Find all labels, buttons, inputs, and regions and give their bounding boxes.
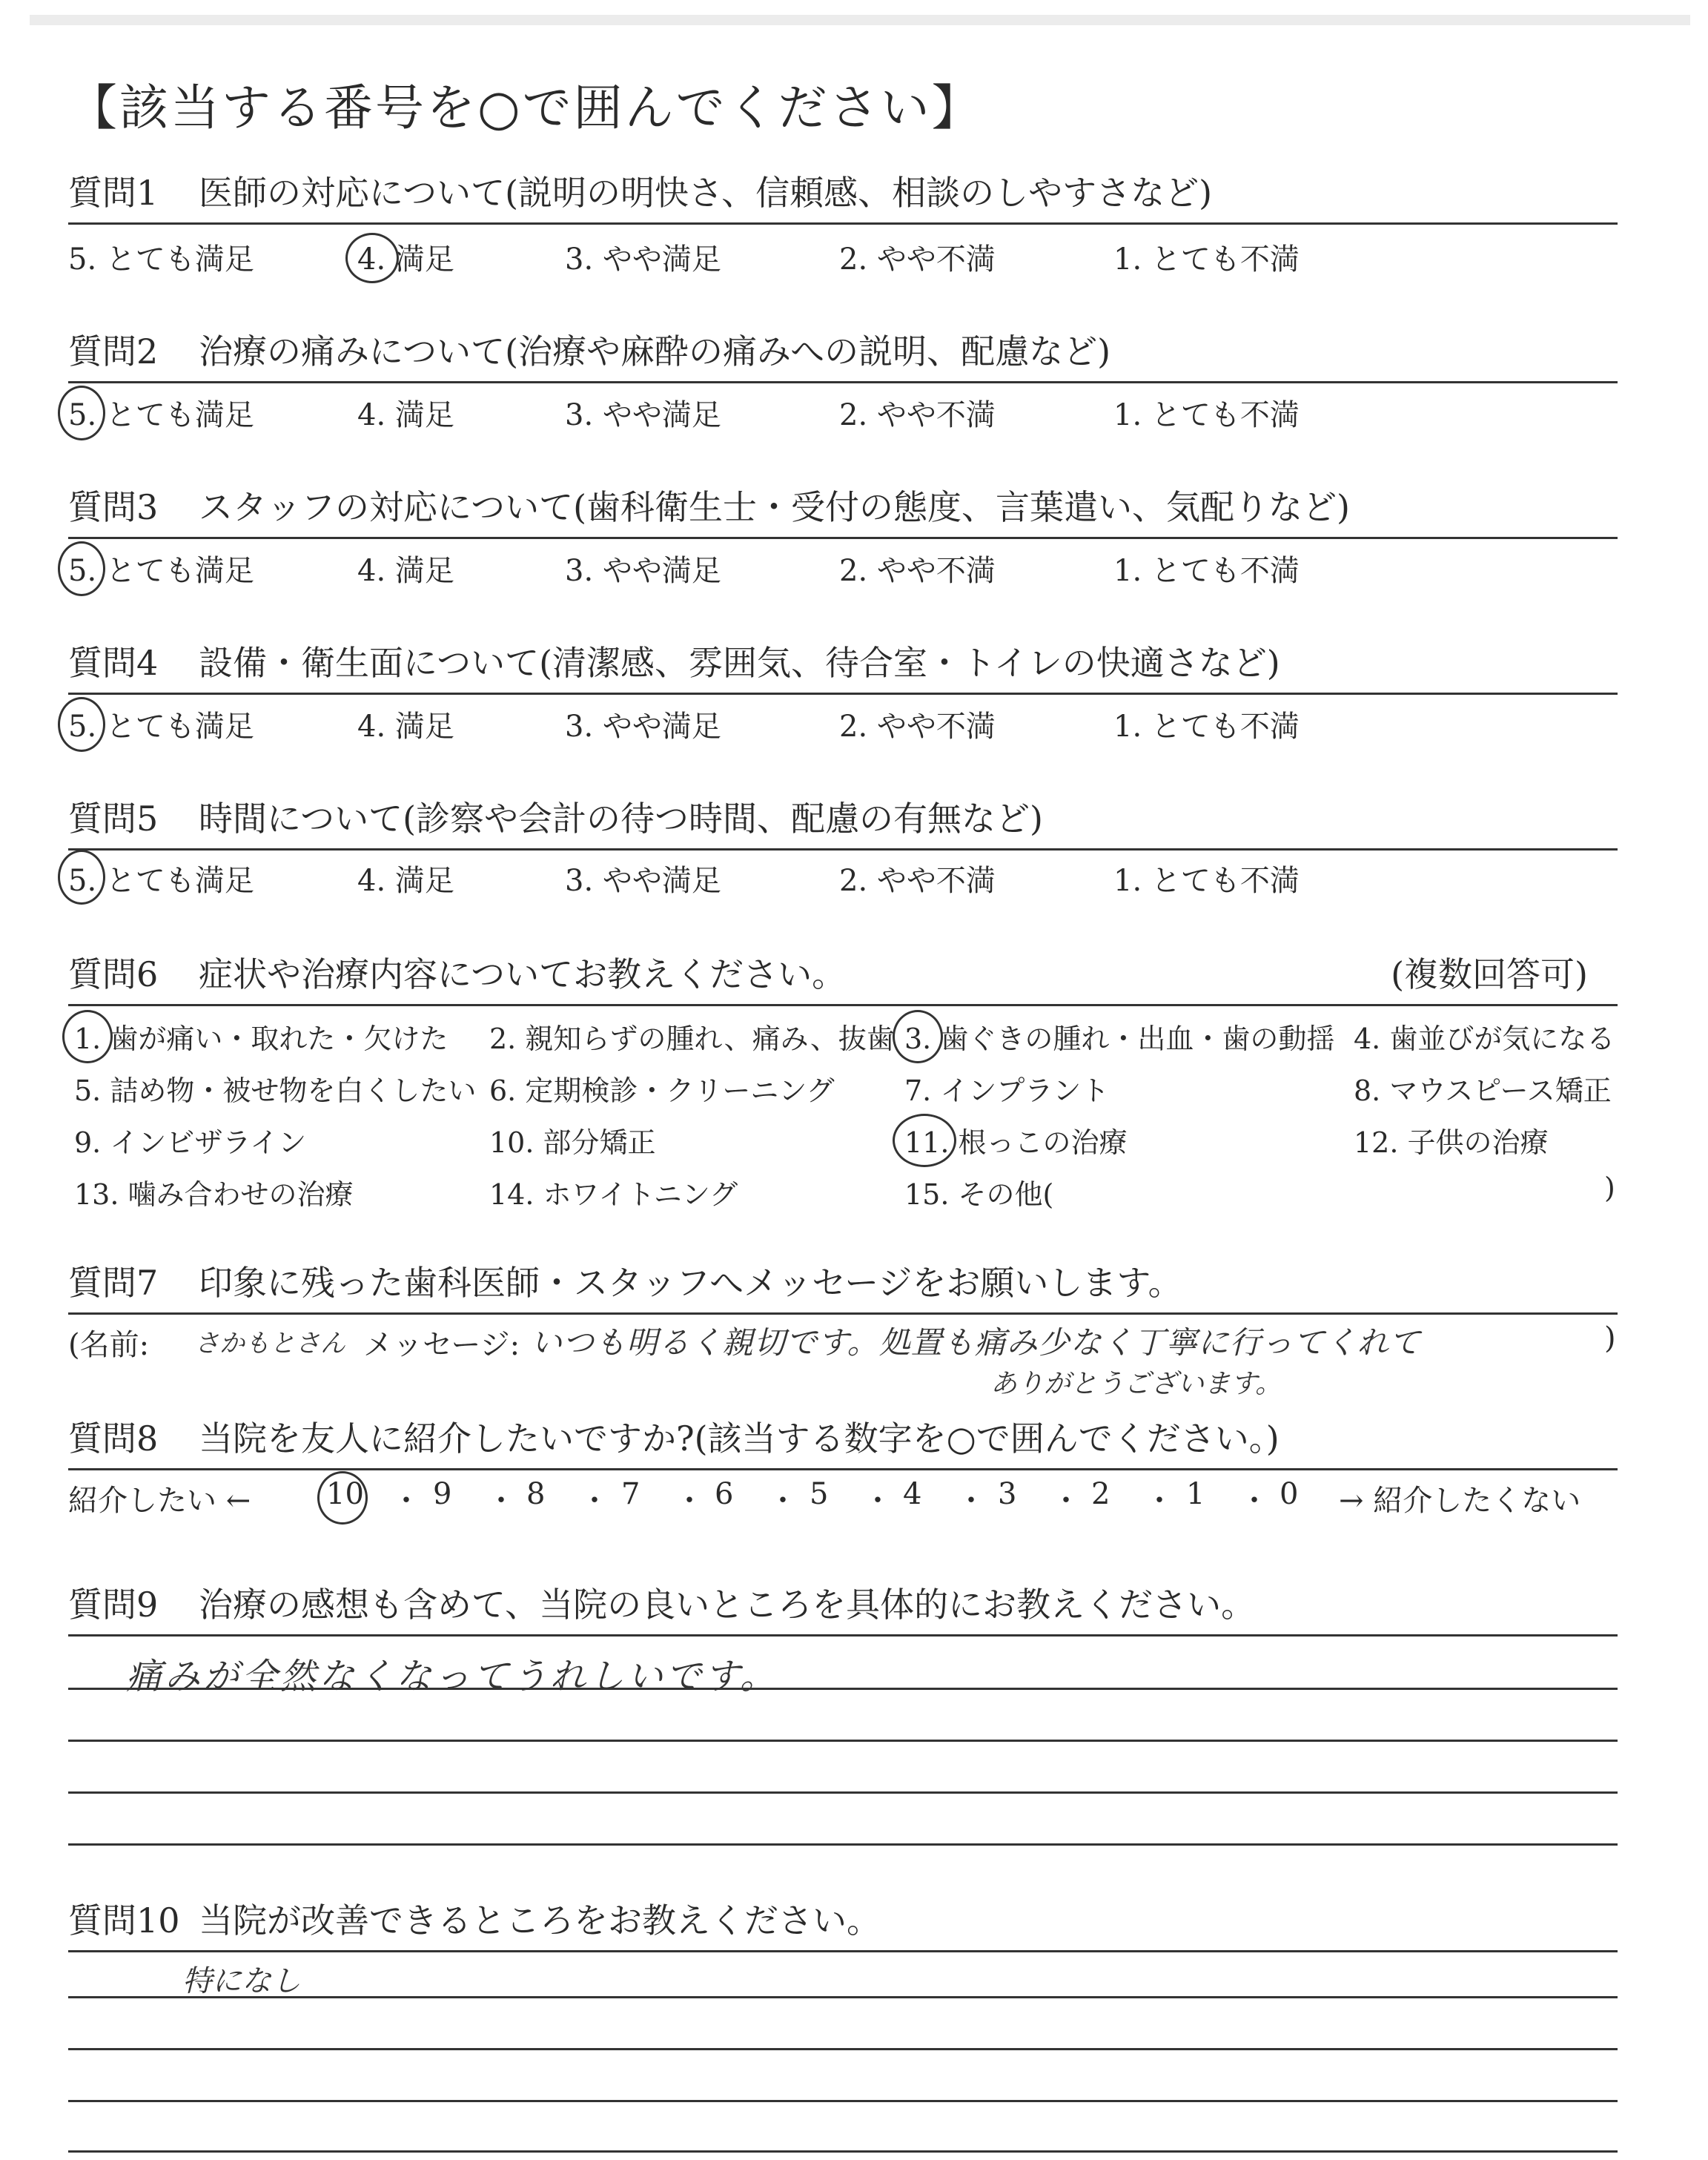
option-14[interactable]: 14. ホワイトニング xyxy=(489,1178,738,1211)
scale-0[interactable]: 0 xyxy=(1280,1477,1299,1511)
scale-8[interactable]: 8 xyxy=(526,1477,546,1511)
form-title: 【該当する番号を○で囲んでください】 xyxy=(68,79,983,136)
option-4[interactable]: 4. 満足 xyxy=(357,554,454,588)
option-8[interactable]: 8. マウスピース矯正 xyxy=(1354,1074,1612,1107)
scale-3[interactable]: 3 xyxy=(998,1477,1017,1511)
name-handwritten: さかもとさん xyxy=(194,1329,345,1358)
question-9-header xyxy=(68,1572,1618,1636)
writing-line xyxy=(68,1996,1618,1998)
multiple-answers-note: (複数回答可) xyxy=(1391,954,1588,994)
question-1-header xyxy=(68,160,1618,225)
option-2[interactable]: 2. やや不満 xyxy=(839,710,996,744)
writing-line xyxy=(68,1791,1618,1794)
option-4[interactable]: 4. 満足 xyxy=(357,710,454,744)
question-number: 質問9 xyxy=(68,1585,159,1625)
question-text: 治療の感想も含めて、当院の良いところを具体的にお教えください。 xyxy=(199,1585,1256,1625)
option-5[interactable]: 5. 詰め物・被せ物を白くしたい xyxy=(74,1074,477,1107)
question-number: 質問8 xyxy=(68,1418,159,1459)
question-number: 質問4 xyxy=(68,643,159,683)
writing-line xyxy=(68,1843,1618,1846)
scale-1[interactable]: 1 xyxy=(1186,1477,1205,1511)
option-13[interactable]: 13. 噛み合わせの治療 xyxy=(74,1178,354,1211)
option-2[interactable]: 2. やや不満 xyxy=(839,554,996,588)
option-4[interactable]: 4. 歯並びが気になる xyxy=(1354,1023,1615,1055)
option-5[interactable]: 5. とても満足 xyxy=(68,554,254,588)
option-15[interactable]: 15. その他( xyxy=(904,1178,1054,1211)
question-text: 当院が改善できるところをお教えください。 xyxy=(199,1900,881,1941)
selection-circle xyxy=(58,697,105,752)
question-text: 症状や治療内容についてお教えください。 xyxy=(199,954,847,994)
selection-circle xyxy=(58,850,105,905)
question-number: 質問2 xyxy=(68,331,159,371)
question-text: 設備・衛生面について(清潔感、雰囲気、待合室・トイレの快適さなど) xyxy=(199,643,1280,683)
message-handwritten-line2: ありがとうございます。 xyxy=(990,1369,1282,1399)
recommend-right-label: → 紹介したくない xyxy=(1339,1484,1581,1518)
selection-circle xyxy=(893,1010,943,1063)
question-number: 質問1 xyxy=(68,173,159,213)
option-1[interactable]: 1. とても不満 xyxy=(1113,554,1300,588)
other-close-paren: ) xyxy=(1604,1172,1615,1204)
option-5[interactable]: 5. とても満足 xyxy=(68,398,254,432)
question-5-header xyxy=(68,786,1618,851)
option-1[interactable]: 1. 歯が痛い・取れた・欠けた xyxy=(74,1023,448,1055)
option-4[interactable]: 4. 満足 xyxy=(357,864,454,898)
answer-handwritten: 痛みが全然なくなってうれしいです。 xyxy=(126,1656,779,1697)
selection-circle xyxy=(62,1010,113,1063)
question-4-header xyxy=(68,630,1618,695)
question-number: 質問6 xyxy=(68,954,159,994)
question-text: 治療の痛みについて(治療や麻酔の痛みへの説明、配慮など) xyxy=(199,331,1111,371)
selection-circle xyxy=(317,1471,368,1525)
option-5[interactable]: 5. とても満足 xyxy=(68,864,254,898)
message-label: メッセージ: xyxy=(363,1328,520,1362)
option-11[interactable]: 11. 根っこの治療 xyxy=(904,1126,1128,1159)
question-text: 印象に残った歯科医師・スタッフへメッセージをお願いします。 xyxy=(199,1263,1182,1303)
question-3-header xyxy=(68,475,1618,539)
option-2[interactable]: 2. 親知らずの腫れ、痛み、抜歯 xyxy=(489,1023,895,1055)
selection-circle xyxy=(345,233,399,283)
scan-top-edge xyxy=(30,15,1690,25)
name-label: (名前: xyxy=(68,1328,150,1362)
writing-line xyxy=(68,2100,1618,2102)
scale-6[interactable]: 6 xyxy=(715,1477,734,1511)
question-number: 質問5 xyxy=(68,799,159,839)
scale-9[interactable]: 9 xyxy=(433,1477,452,1511)
option-4[interactable]: 4. 満足 xyxy=(357,242,454,277)
option-12[interactable]: 12. 子供の治療 xyxy=(1354,1126,1549,1159)
option-3[interactable]: 3. やや満足 xyxy=(565,242,721,277)
option-1[interactable]: 1. とても不満 xyxy=(1113,864,1300,898)
question-number: 質問7 xyxy=(68,1263,159,1303)
writing-line xyxy=(68,2150,1618,2153)
message-handwritten-line1: いつも明るく親切です。処置も痛み少なく丁寧に行ってくれて xyxy=(531,1324,1421,1361)
question-text: 医師の対応について(説明の明快さ、信頼感、相談のしやすさなど) xyxy=(199,173,1213,213)
message-close-paren: ) xyxy=(1604,1321,1616,1355)
scale-7[interactable]: 7 xyxy=(621,1477,640,1511)
option-7[interactable]: 7. インプラント xyxy=(904,1074,1110,1107)
writing-line xyxy=(68,2048,1618,2050)
scale-4[interactable]: 4 xyxy=(903,1477,922,1511)
option-3[interactable]: 3. やや満足 xyxy=(565,710,721,744)
question-number: 質問10 xyxy=(68,1900,180,1941)
option-1[interactable]: 1. とても不満 xyxy=(1113,710,1300,744)
option-1[interactable]: 1. とても不満 xyxy=(1113,398,1300,432)
option-6[interactable]: 6. 定期検診・クリーニング xyxy=(489,1074,835,1107)
scale-10[interactable]: 10 xyxy=(326,1477,364,1511)
question-text: 時間について(診察や会計の待つ時間、配慮の有無など) xyxy=(199,799,1043,839)
option-5[interactable]: 5. とても満足 xyxy=(68,242,254,277)
option-9[interactable]: 9. インビザライン xyxy=(74,1126,307,1159)
answer-handwritten: 特になし xyxy=(182,1964,301,1998)
option-4[interactable]: 4. 満足 xyxy=(357,398,454,432)
option-1[interactable]: 1. とても不満 xyxy=(1113,242,1300,277)
question-6-header xyxy=(68,942,1618,1006)
option-2[interactable]: 2. やや不満 xyxy=(839,398,996,432)
scale-2[interactable]: 2 xyxy=(1091,1477,1110,1511)
selection-circle xyxy=(893,1114,956,1167)
question-7-header xyxy=(68,1250,1618,1315)
scale-5[interactable]: 5 xyxy=(810,1477,829,1511)
option-3[interactable]: 3. 歯ぐきの腫れ・出血・歯の動揺 xyxy=(904,1023,1335,1055)
option-5[interactable]: 5. とても満足 xyxy=(68,710,254,744)
writing-line xyxy=(68,1740,1618,1742)
option-3[interactable]: 3. やや満足 xyxy=(565,554,721,588)
question-8-header xyxy=(68,1406,1618,1470)
recommend-left-label: 紹介したい ← xyxy=(68,1484,251,1518)
option-2[interactable]: 2. やや不満 xyxy=(839,242,996,277)
question-text: 当院を友人に紹介したいですか?(該当する数字を○で囲んでください。) xyxy=(199,1418,1280,1459)
question-10-header xyxy=(68,1888,1618,1952)
option-3[interactable]: 3. やや満足 xyxy=(565,398,721,432)
selection-circle xyxy=(58,541,105,596)
writing-line xyxy=(68,1688,1618,1690)
question-2-header xyxy=(68,319,1618,383)
option-2[interactable]: 2. やや不満 xyxy=(839,864,996,898)
question-number: 質問3 xyxy=(68,487,159,527)
option-10[interactable]: 10. 部分矯正 xyxy=(489,1126,656,1159)
selection-circle xyxy=(58,386,105,440)
question-text: スタッフの対応について(歯科衛生士・受付の態度、言葉遣い、気配りなど) xyxy=(199,487,1350,527)
option-3[interactable]: 3. やや満足 xyxy=(565,864,721,898)
